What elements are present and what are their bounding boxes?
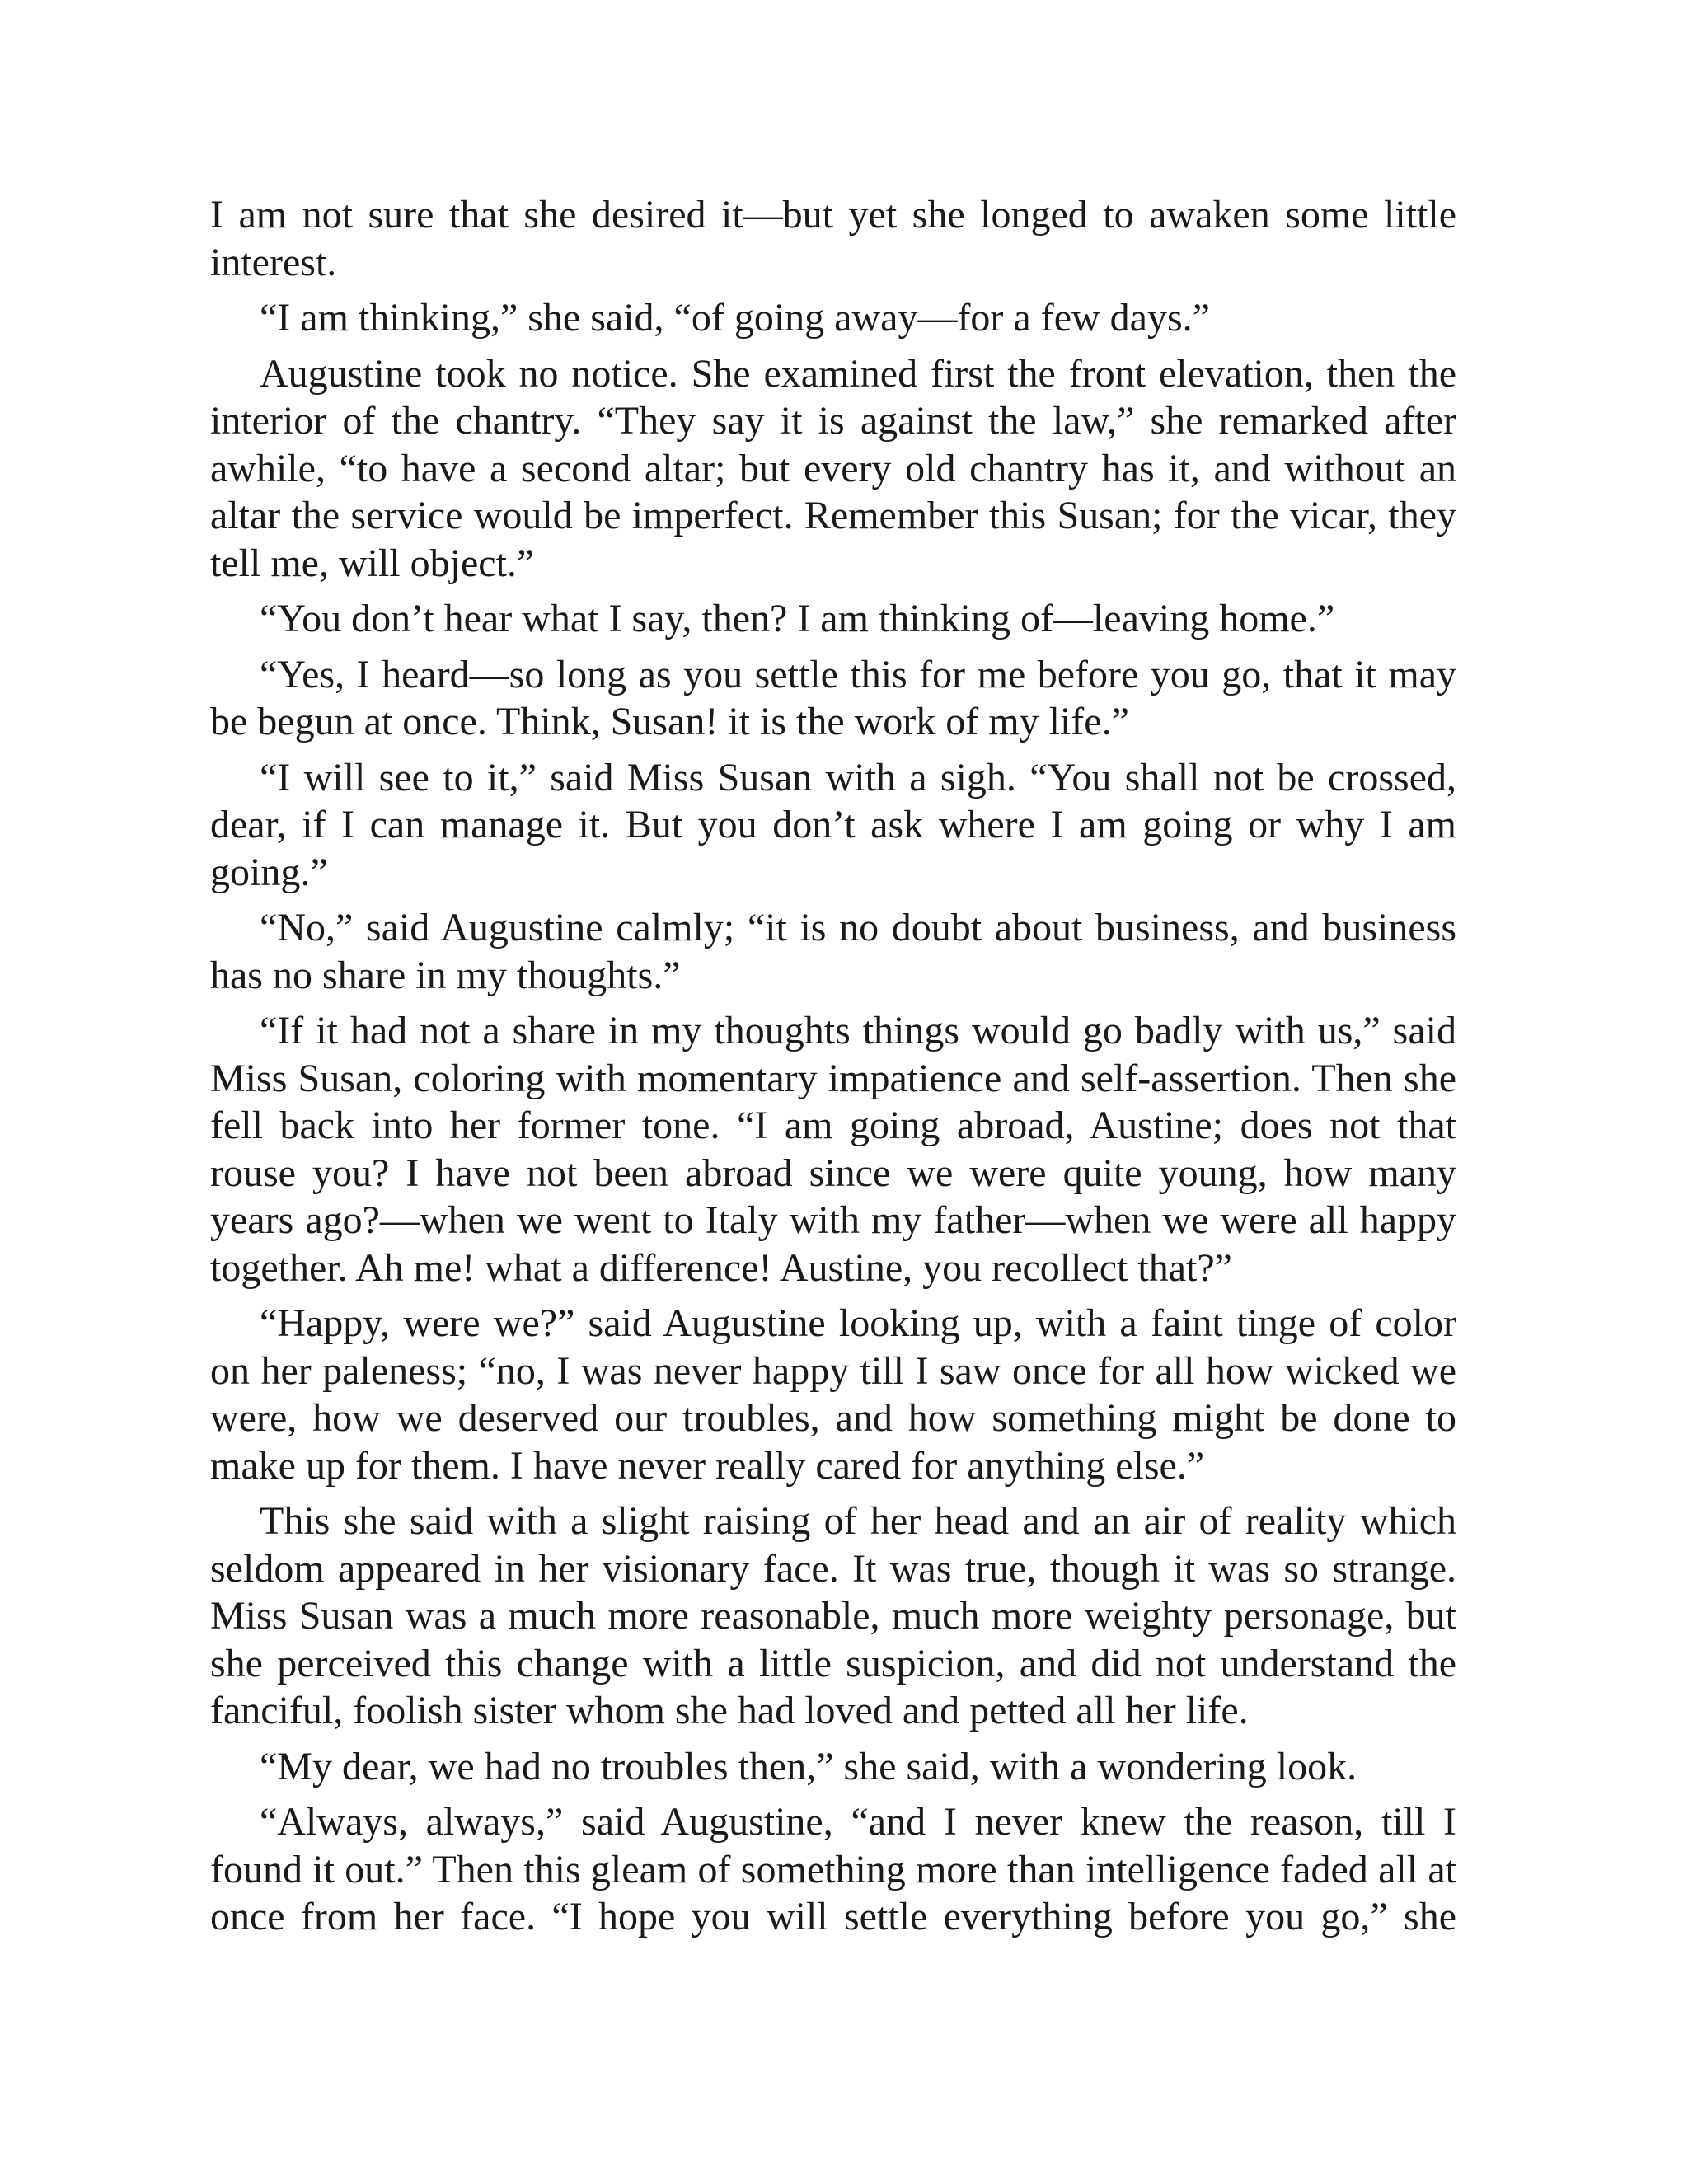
- body-text: [210, 191, 1456, 1949]
- paragraph-3: Augustine took no notice. She examined first the front elevation, then the interior of the chantry. “They say it is against the law,” she remarked after awhile, “to have a second altar; but every old chantry has it, and without an altar the service would be imperfect. Remember this Susan; for the vicar, they tell me, will object.”: [210, 351, 1456, 585]
- paragraph-9: “Happy, were we?” said Augustine looking up, with a faint tinge of color on her paleness; “no, I was never happy till I saw once for all how wicked we were, how we deserved our troubles, and how something might be done to make up for them. I have never really cared for anything else.”: [210, 1301, 1456, 1488]
- paragraph-11: “My dear, we had no troubles then,” she said, with a wondering look.: [260, 1744, 1357, 1788]
- paragraph-5: “Yes, I heard—so long as you settle this for me before you go, that it may be begun at once. Think, Susan! it is the work of my life.”: [210, 652, 1456, 743]
- paragraph-7: “No,” said Augustine calmly; “it is no doubt about business, and business has no share in my thoughts.”: [210, 906, 1456, 997]
- paragraph-4: “You don’t hear what I say, then? I am thinking of—leaving home.”: [260, 597, 1335, 640]
- paragraph-8: “If it had not a share in my thoughts things would go badly with us,” said Miss Susan, coloring with momentary impatience and self-assertion. Then she fell back into her former tone. “I am going abroad, Austine; does not that rouse you? I have not been abroad since we were quite young, how many years ago?—when we went to Italy with my father—when we were all happy together. Ah me! what a difference! Austine, you recollect that?”: [210, 1009, 1456, 1290]
- paragraph-10: This she said with a slight raising of her head and an air of reality which seldom appeared in her visionary face. It was true, though it was so strange. Miss Susan was a much more reasonable, much more weighty personage, but she perceived this change with a little suspicion, and did not understand the fanciful, foolish sister whom she had loved and petted all her life.: [210, 1499, 1456, 1732]
- paragraph-6: “I will see to it,” said Miss Susan with a sigh. “You shall not be crossed, dear, if I can manage it. But you don’t ask where I am going or why I am going.”: [210, 755, 1456, 894]
- paragraph-1: I am not sure that she desired it—but yet she longed to awaken some little interest.: [210, 193, 1456, 284]
- paragraph-12: “Always, always,” said Augustine, “and I never knew the reason, till I found it out.” Then this gleam of something more than intelligence faded all at once from her face. “I hope you will settle everything before you go,” she: [210, 1800, 1456, 1938]
- paragraph-2: “I am thinking,” she said, “of going away—for a few days.”: [260, 296, 1210, 340]
